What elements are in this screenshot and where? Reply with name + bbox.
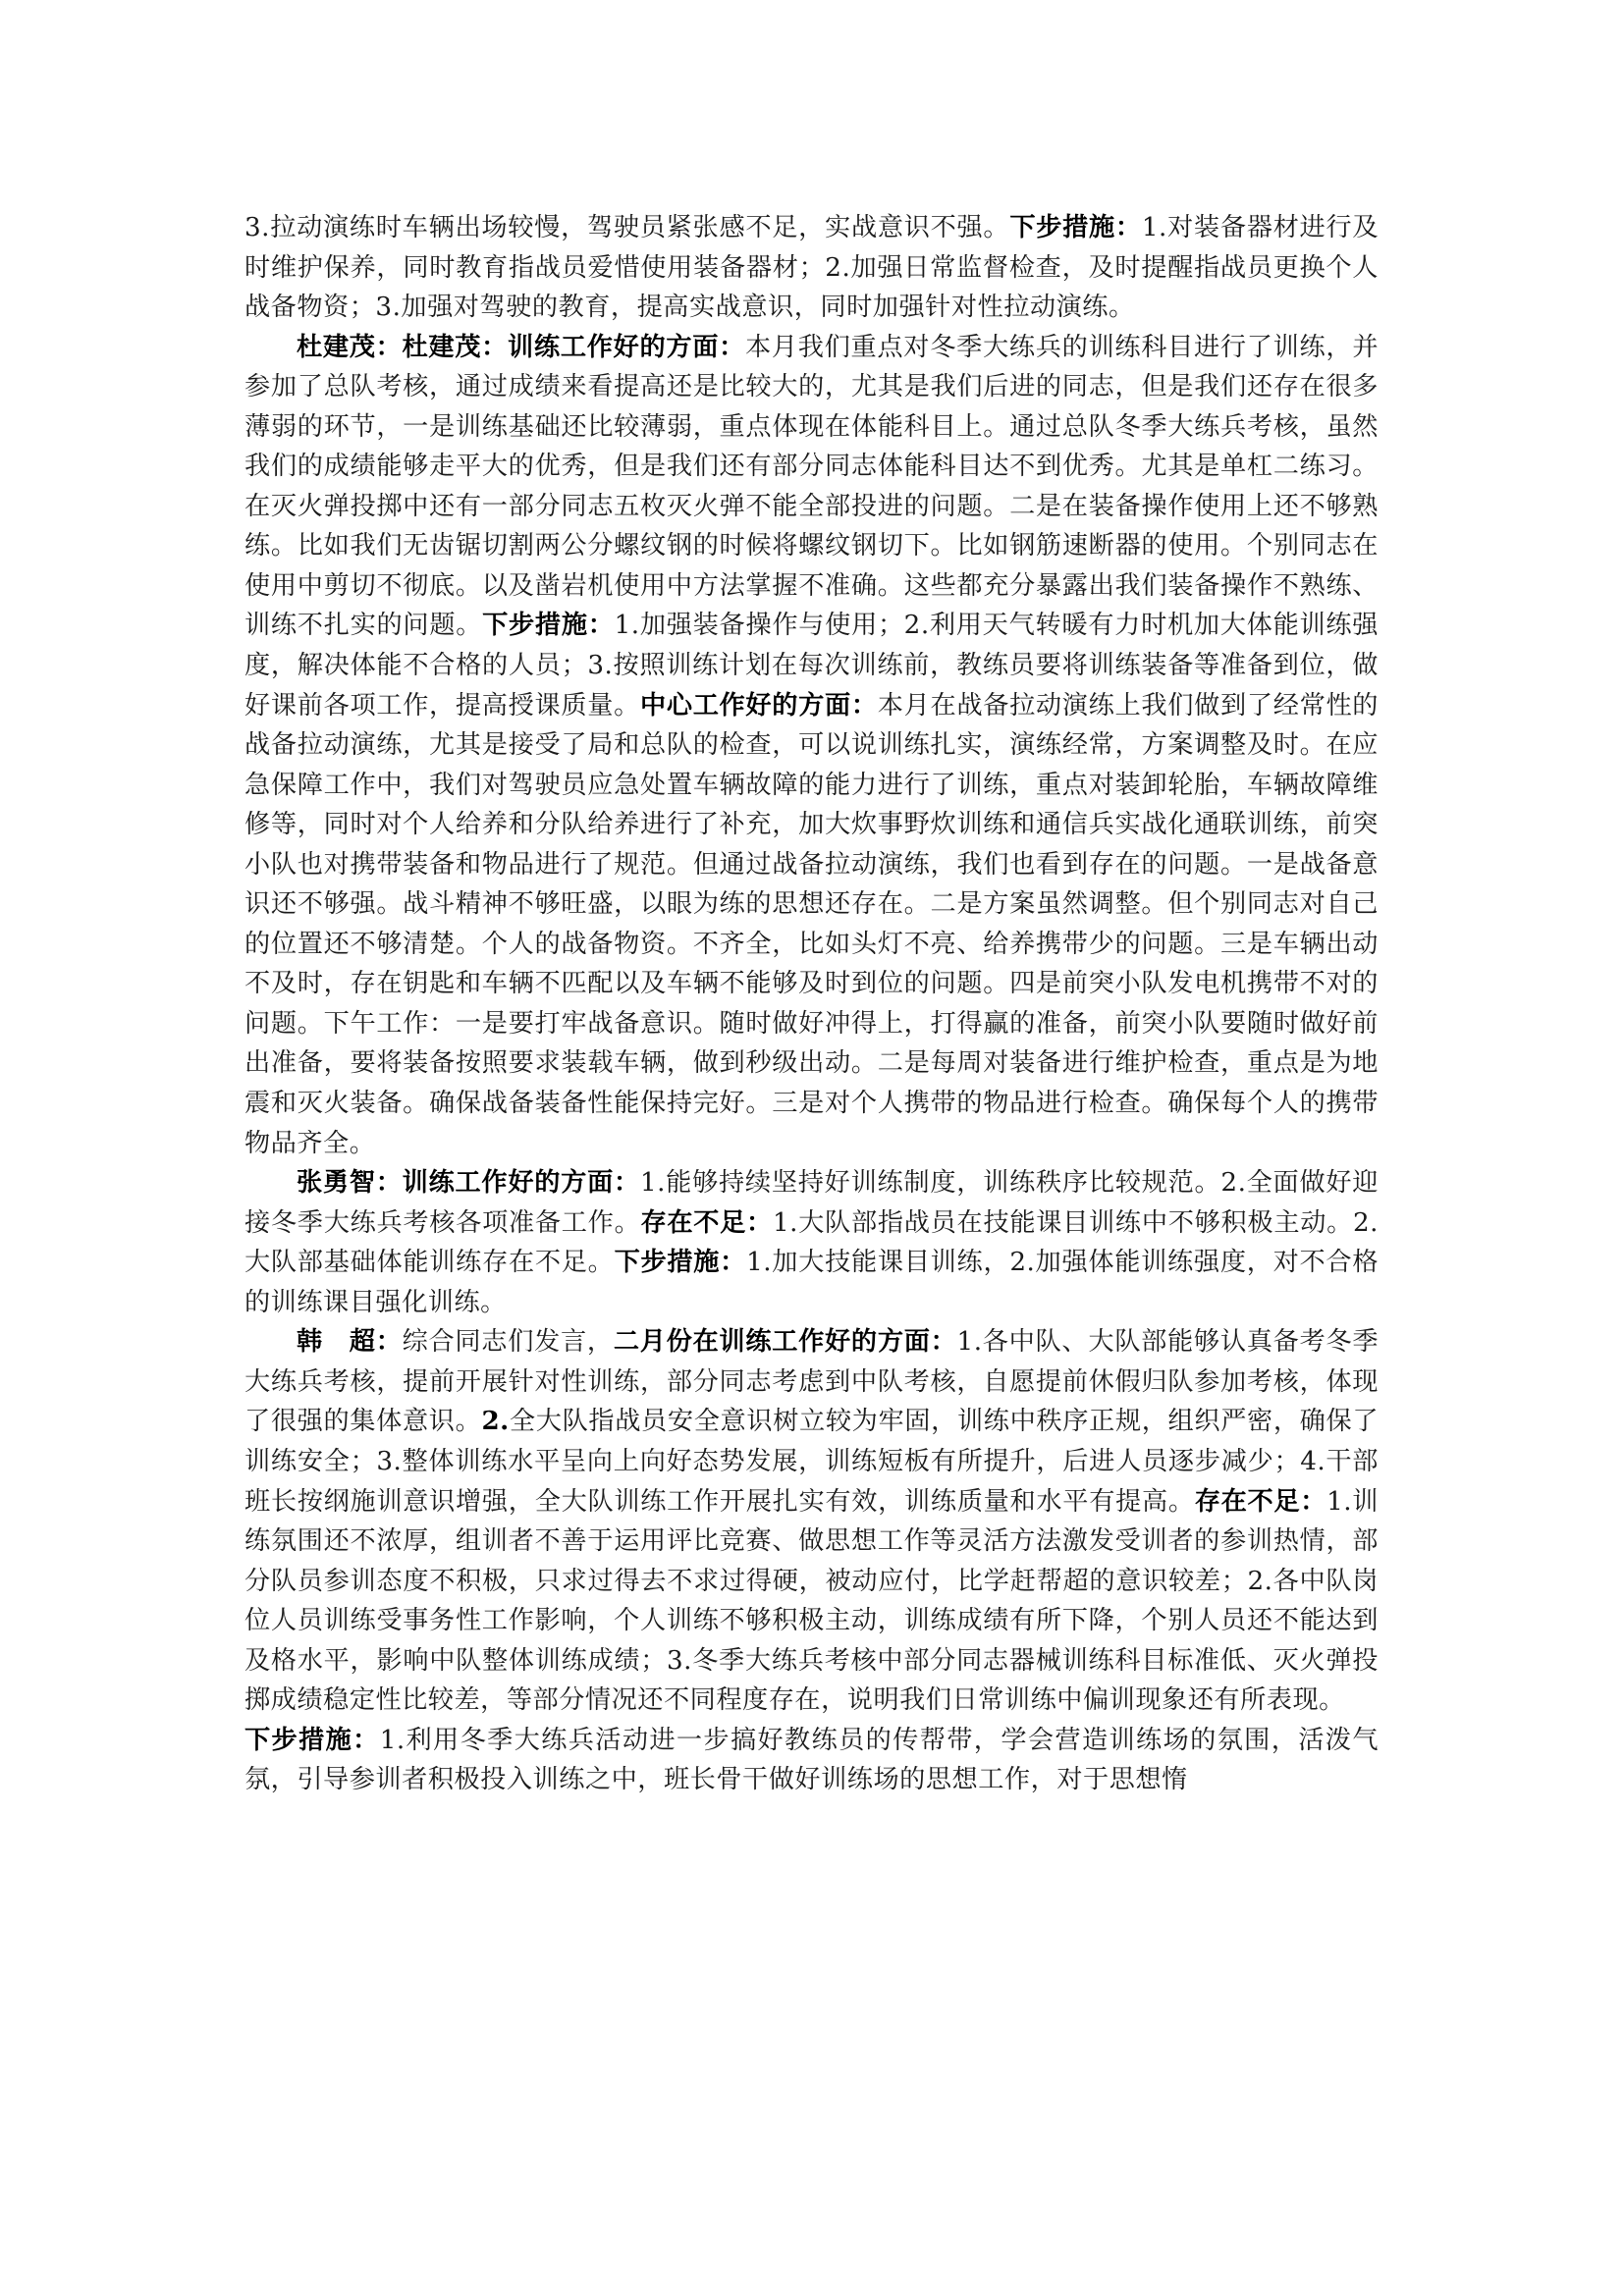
body-text: 综合同志们发言， xyxy=(402,1327,614,1358)
body-text: 3.拉动演练时车辆出场较慢，驾驶员紧张感不足，实战意识不强。 xyxy=(244,213,1010,242)
document-body xyxy=(244,208,1379,1800)
body-text: 1.训练氛围还不浓厚，组训者不善于运用评比竞赛、做思想工作等灵活方法激发受训者的参训热情，部分队员参训态度不积极，只求过得去不求过得硬，被动应付，比学赶帮超的意识较差；2.各中队岗位人员训练受事务性工作影响，个人训练不够积极主动，训练成绩有所下降，个别人员还不能达到及格水平，影响中队整体训练成绩；3.冬季大练兵考核中部分同志器械训练科目标准低、灭火弹投掷成绩稳定性比较差，等部分情况还不同程度存在，说明我们日常训练中偏训现象还有所表现。 xyxy=(244,1486,1379,1716)
bold-heading-text: 下步措施： xyxy=(614,1247,747,1278)
bold-heading-text: 张勇智：训练工作好的方面： xyxy=(297,1167,640,1199)
bold-heading-text: 下步措施： xyxy=(482,610,615,641)
paragraph-du-jianmao xyxy=(244,328,1379,1163)
paragraph-han-chao xyxy=(244,1322,1379,1720)
bold-heading-text: 中心工作好的方面： xyxy=(639,689,878,721)
bold-heading-text: 存在不足： xyxy=(1194,1485,1327,1517)
body-text: 1.对装备器材进行及时维护保养，同时教育指战员爱惜使用装备器材；2.加强日常监督检查，及时提醒指战员更换个人战备物资；3.加强对驾驶的教育，提高实战意识，同时加强针对性拉动演练。 xyxy=(244,213,1380,323)
bold-heading-text: 韩 超： xyxy=(297,1326,403,1358)
body-text: 1.各中队、大队部能够认真备考冬季大练兵考核，提前开展针对性训练，部分同志考虑到中队考核，自愿提前休假归队参加考核，体现了很强的集体意识。 xyxy=(244,1327,1380,1437)
bold-heading-text: 二月份在训练工作好的方面： xyxy=(613,1326,957,1358)
bold-heading-text: 下步措施： xyxy=(1009,212,1142,242)
paragraph-zhang-yongzhi xyxy=(244,1163,1379,1322)
body-text: 1.加大技能课目训练，2.加强体能训练强度，对不合格的训练课目强化训练。 xyxy=(244,1248,1380,1317)
body-text: 1.加强装备操作与使用；2.利用天气转暖有力时机加大体能训练强度，解决体能不合格的人员；3.按照训练计划在每次训练前，教练员要将训练装备等准备到位，做好课前各项工作，提高授课质量。 xyxy=(244,611,1379,721)
body-text: 1.利用冬季大练兵活动进一步搞好教练员的传帮带，学会营造训练场的氛围，活泼气氛，引导参训者积极投入训练之中，班长骨干做好训练场的思想工作，对于思想惰 xyxy=(244,1725,1380,1795)
bold-heading-text: 下步措施： xyxy=(244,1724,380,1755)
bold-heading-text: 杜建茂：杜建茂：训练工作好的方面： xyxy=(297,331,746,362)
bold-heading-text: 存在不足： xyxy=(640,1206,773,1238)
paragraph-continuation xyxy=(244,208,1379,328)
body-text: 1.能够持续坚持好训练制度，训练秩序比较规范。2.全面做好迎接冬季大练兵考核各项准备工作。 xyxy=(244,1168,1379,1238)
body-text: 本月在战备拉动演练上我们做到了经常性的战备拉动演练，尤其是接受了局和总队的检查，可以说训练扎实，演练经常，方案调整及时。在应急保障工作中，我们对驾驶员应急处置车辆故障的能力进行了训练，重点对装卸轮胎，车辆故障维修等，同时对个人给养和分队给养进行了补充，加大炊事野炊训练和通信兵实战化通联训练，前突小队也对携带装备和物品进行了规范。但通过战备拉动演练，我们也看到存在的问题。一是战备意识还不够强。战斗精神不够旺盛，以眼为练的思想还存在。二是方案虽然调整。但个别同志对自己的位置还不够清楚。个人的战备物资。不齐全，比如头灯不亮、给养携带少的问题。三是车辆出动不及时，存在钥匙和车辆不匹配以及车辆不能够及时到位的问题。四是前突小队发电机携带不对的问题。下午工作：一是要打牢战备意识。随时做好冲得上，打得赢的准备，前突小队要随时做好前出准备，要将装备按照要求装载车辆，做到秒级出动。二是每周对装备进行维护检查，重点是为地震和灭火装备。确保战备装备性能保持完好。三是对个人携带的物品进行检查。确保每个人的携带物品齐全。 xyxy=(244,690,1379,1158)
bold-heading-text: 2. xyxy=(481,1406,510,1437)
body-text: 本月我们重点对冬季大练兵的训练科目进行了训练，并参加了总队考核，通过成绩来看提高还是比较大的，尤其是我们后进的同志，但是我们还存在很多薄弱的环节，一是训练基础还比较薄弱，重点体现在体能科目上。通过总队冬季大练兵考核，虽然我们的成绩能够走平大的优秀，但是我们还有部分同志体能科目达不到优秀。尤其是单杠二练习。在灭火弹投掷中还有一部分同志五枚灭火弹不能全部投进的问题。二是在装备操作使用上还不够熟练。比如我们无齿锯切割两公分螺纹钢的时候将螺纹钢切下。比如钢筋速断器的使用。个别同志在使用中剪切不彻底。以及凿岩机使用中方法掌握不准确。这些都充分暴露出我们装备操作不熟练、训练不扎实的问题。 xyxy=(244,332,1380,641)
paragraph-next-steps xyxy=(244,1721,1379,1800)
body-text: 全大队指战员安全意识树立较为牢固，训练中秩序正规，组织严密，确保了训练安全；3.整体训练水平呈向上向好态势发展，训练短板有所提升，后进人员逐步减少；4.干部班长按纲施训意识增强，全大队训练工作开展扎实有效，训练质量和水平有提高。 xyxy=(244,1407,1380,1517)
body-text: 1.大队部指战员在技能课目训练中不够积极主动。2.大队部基础体能训练存在不足。 xyxy=(244,1207,1380,1278)
